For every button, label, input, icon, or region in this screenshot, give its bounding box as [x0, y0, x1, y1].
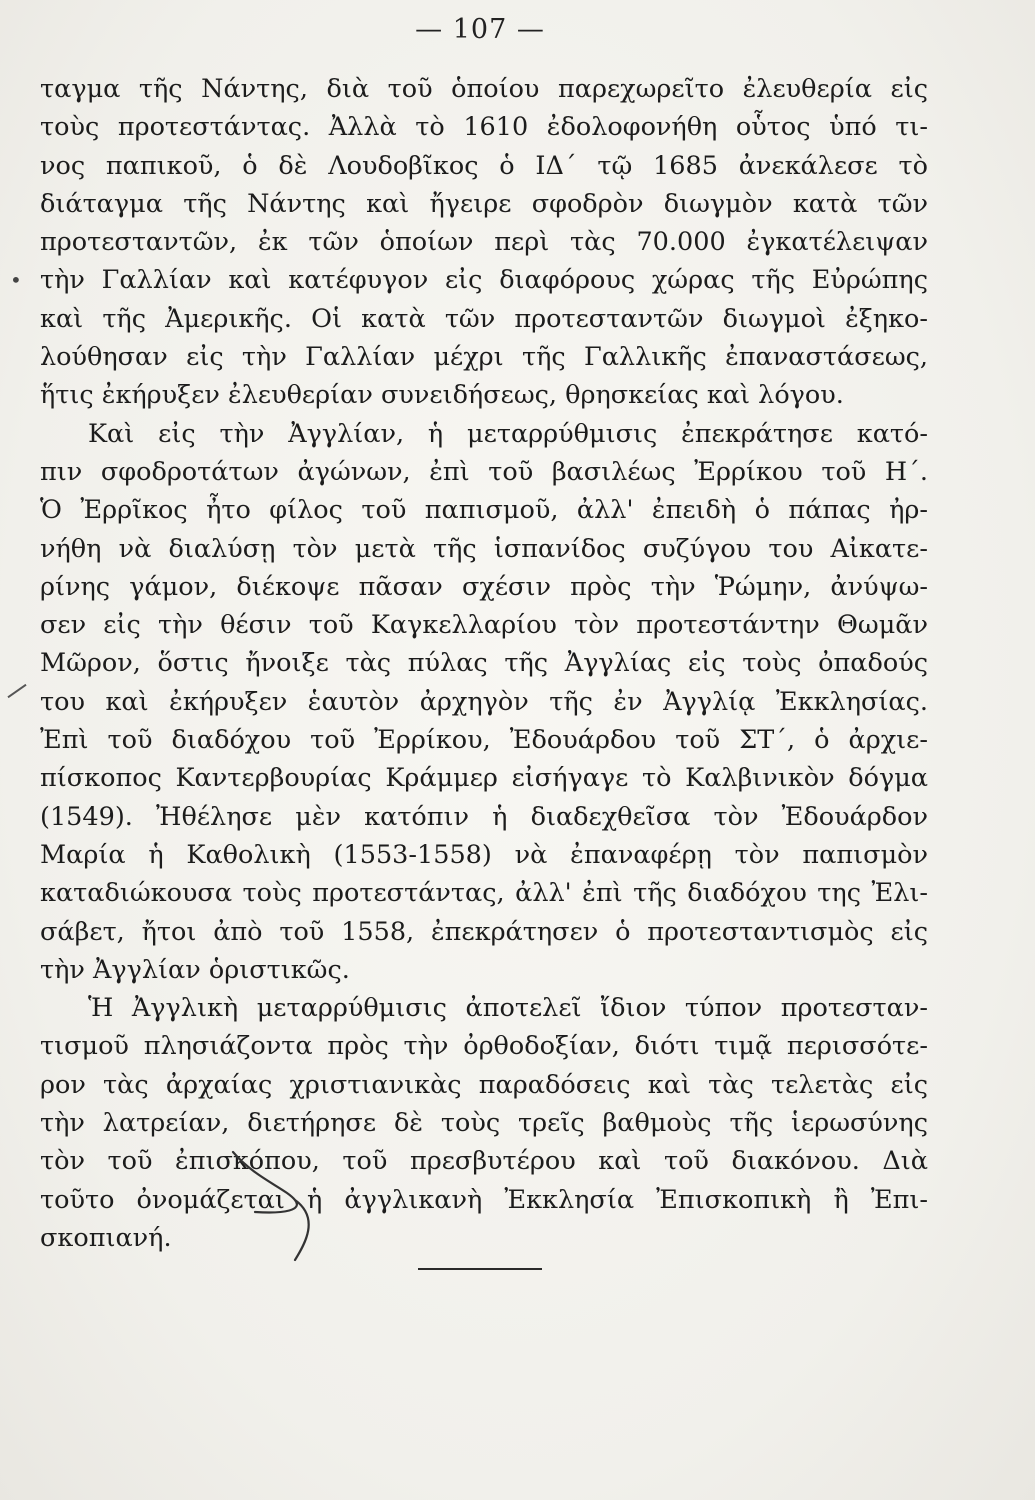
text-line: σάβετ, ἤτοι ἀπὸ τοῦ 1558, ἐπεκράτησεν ὁ προτεσταντισμὸς εἰς [40, 916, 928, 947]
paragraph-first-line: Καὶ εἰς τὴν Ἀγγλίαν, ἡ μεταρρύθμισις ἐπεκράτησε κατό- [88, 418, 928, 449]
text-line: του καὶ ἐκήρυξεν ἑαυτὸν ἀρχηγὸν τῆς ἐν Ἀγγλίᾳ Ἐκκλησίας. [40, 686, 928, 717]
paragraph-first-line: Ἡ Ἀγγλικὴ μεταρρύθμισις ἀποτελεῖ ἴδιον τύπον προτεσταν- [88, 993, 928, 1024]
text-line: ταγμα τῆς Νάντης, διὰ τοῦ ὁποίου παρεχωρεῖτο ἐλευθερία εἰς [40, 74, 928, 104]
text-line: (1549). Ἠθέλησε μὲν κατόπιν ἡ διαδεχθεῖσα τὸν Ἐδουάρδον [40, 801, 928, 832]
handwritten-flourish-mark [225, 1148, 335, 1268]
text-line: ρον τὰς ἀρχαίας χριστιανικὰς παραδόσεις καὶ τὰς τελετὰς εἰς [40, 1069, 928, 1100]
text-line: τισμοῦ πλησιάζοντα πρὸς τὴν ὀρθοδοξίαν, διότι τιμᾷ περισσότε- [40, 1031, 928, 1062]
text-line: νος παπικοῦ, ὁ δὲ Λουδοβῖκος ὁ ΙΔ΄ τῷ 1685 ἀνεκάλεσε τὸ [40, 150, 928, 181]
text-line: καὶ τῆς Ἀμερικῆς. Οἱ κατὰ τῶν προτεσταντῶν διωγμοὶ ἐξηκο- [40, 303, 928, 334]
text-line: Ἐπὶ τοῦ διαδόχου τοῦ Ἐρρίκου, Ἐδουάρδου τοῦ ΣΤ΄, ὁ ἀρχιε- [40, 725, 928, 756]
page-number: — 107 — [415, 14, 545, 45]
text-line: ἥτις ἐκήρυξεν ἐλευθερίαν συνειδήσεως, θρησκείας καὶ λόγου. [40, 380, 844, 411]
text-line: τὸν τοῦ ἐπισκόπου, τοῦ πρεσβυτέρου καὶ τοῦ διακόνου. Διὰ [40, 1146, 928, 1177]
text-line: διάταγμα τῆς Νάντης καὶ ἤγειρε σφοδρὸν διωγμὸν κατὰ τῶν [40, 188, 928, 219]
margin-bullet-mark: • [10, 268, 22, 292]
text-line: Μῶρον, ὅστις ἤνοιξε τὰς πύλας τῆς Ἀγγλίας εἰς τοὺς ὀπαδούς [40, 648, 928, 679]
text-line: τὴν λατρείαν, διετήρησε δὲ τοὺς τρεῖς βαθμοὺς τῆς ἱερωσύνης [40, 1108, 928, 1139]
text-line: σεν εἰς τὴν θέσιν τοῦ Καγκελλαρίου τὸν προτεστάντην Θωμᾶν [40, 610, 928, 641]
text-line: τοὺς προτεστάντας. Ἀλλὰ τὸ 1610 ἐδολοφονήθη οὗτος ὑπό τι- [40, 112, 928, 143]
text-line: τὴν Γαλλίαν καὶ κατέφυγον εἰς διαφόρους χώρας τῆς Εὐρώπης [40, 265, 928, 296]
text-line: καταδιώκουσα τοὺς προτεστάντας, ἀλλ' ἐπὶ τῆς διαδόχου της Ἐλι- [40, 878, 928, 909]
body-text [40, 70, 928, 1257]
text-line: σκοπιανή. [40, 1222, 172, 1253]
text-line: πιν σφοδροτάτων ἀγώνων, ἐπὶ τοῦ βασιλέως Ἐρρίκου τοῦ Η΄. [40, 456, 928, 487]
text-line: τοῦτο ὀνομάζεται ἡ ἀγγλικανὴ Ἐκκλησία Ἐπισκοπικὴ ἢ Ἐπι- [40, 1184, 928, 1215]
text-line: ρίνης γάμον, διέκοψε πᾶσαν σχέσιν πρὸς τὴν Ῥώμην, ἀνύψω- [40, 571, 928, 602]
text-line: Μαρία ἡ Καθολικὴ (1553-1558) νὰ ἐπαναφέρῃ τὸν παπισμὸν [40, 839, 928, 870]
text-line: Ὁ Ἐρρῖκος ἦτο φίλος τοῦ παπισμοῦ, ἀλλ' ἐπειδὴ ὁ πάπας ἠρ- [40, 495, 928, 526]
text-line: πίσκοπος Καντερβουρίας Κράμμερ εἰσήγαγε τὸ Καλβινικὸν δόγμα [40, 763, 928, 794]
text-line: τὴν Ἀγγλίαν ὁριστικῶς. [40, 954, 350, 985]
text-line: προτεσταντῶν, ἐκ τῶν ὁποίων περὶ τὰς 70.000 ἐγκατέλειψαν [40, 227, 928, 258]
text-line: λούθησαν εἰς τὴν Γαλλίαν μέχρι τῆς Γαλλικῆς ἐπαναστάσεως, [40, 342, 928, 373]
text-line: νήθη νὰ διαλύσῃ τὸν μετὰ τῆς ἱσπανίδος συζύγου του Αἰκατε- [40, 533, 928, 564]
margin-pencil-mark [7, 684, 26, 698]
end-rule [418, 1268, 542, 1270]
